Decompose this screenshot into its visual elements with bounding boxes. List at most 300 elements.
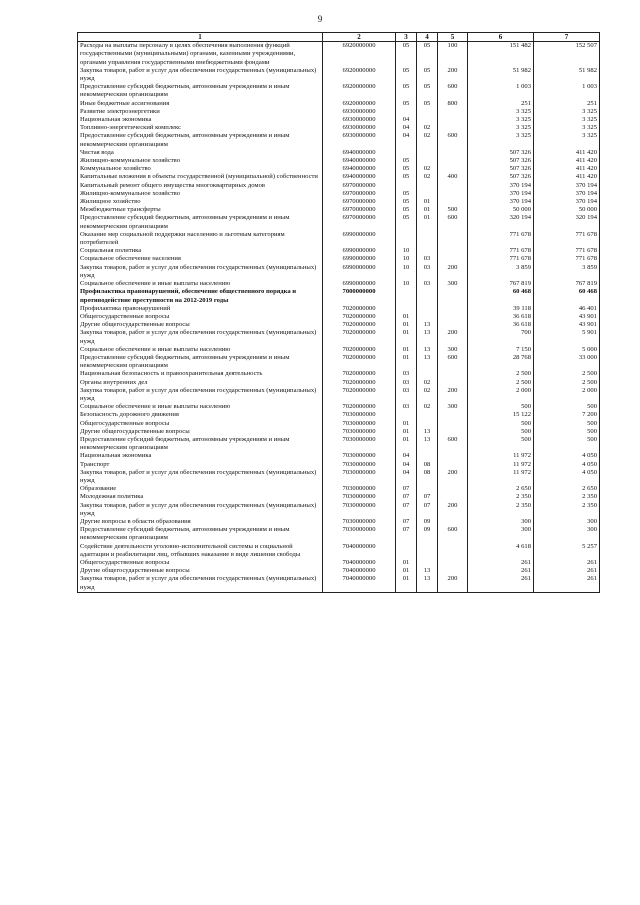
row-amount-2: 1 003: [534, 83, 600, 99]
row-code: 7020000000: [323, 354, 396, 370]
row-section: 01: [396, 354, 417, 370]
row-expense-type: [438, 182, 468, 190]
row-code: 6970000000: [323, 198, 396, 206]
row-section: 01: [396, 567, 417, 575]
row-section: 07: [396, 502, 417, 518]
row-code: 6990000000: [323, 264, 396, 280]
row-name: Межбюджетные трансферты: [78, 206, 323, 214]
row-code: 7030000000: [323, 485, 396, 493]
row-expense-type: 600: [438, 436, 468, 452]
row-code: 6940000000: [323, 157, 396, 165]
row-section: 05: [396, 67, 417, 83]
row-amount-2: 33 000: [534, 354, 600, 370]
row-amount-1: 7 150: [468, 346, 534, 354]
row-expense-type: [438, 149, 468, 157]
row-name: Капитальные вложения в объекты государственной (муниципальной) собственности: [78, 173, 323, 181]
row-subsection: 05: [417, 83, 438, 99]
row-section: 04: [396, 461, 417, 469]
row-expense-type: 100: [438, 42, 468, 67]
row-subsection: 02: [417, 165, 438, 173]
row-name: Капитальный ремонт общего имущества многоквартирных домов: [78, 182, 323, 190]
row-subsection: 13: [417, 575, 438, 592]
row-code: 6930000000: [323, 132, 396, 148]
row-name: Транспорт: [78, 461, 323, 469]
row-section: 05: [396, 190, 417, 198]
row-name: Национальная экономика: [78, 116, 323, 124]
row-expense-type: [438, 165, 468, 173]
row-section: 05: [396, 100, 417, 108]
row-amount-2: 51 982: [534, 67, 600, 83]
row-section: 01: [396, 420, 417, 428]
row-subsection: 13: [417, 346, 438, 354]
table-body: [78, 42, 600, 593]
row-name: Закупка товаров, работ и услуг для обеспечения государственных (муниципальных) нужд: [78, 264, 323, 280]
row-name: Общегосударственные вопросы: [78, 420, 323, 428]
row-amount-1: 507 326: [468, 165, 534, 173]
row-amount-1: 500: [468, 420, 534, 428]
row-subsection: 13: [417, 436, 438, 452]
table-row: [78, 379, 600, 387]
row-code: 6970000000: [323, 206, 396, 214]
row-code: 6970000000: [323, 214, 396, 230]
row-section: 01: [396, 346, 417, 354]
row-amount-2: 771 678: [534, 231, 600, 247]
row-amount-1: 771 678: [468, 247, 534, 255]
row-subsection: 02: [417, 124, 438, 132]
row-section: [396, 411, 417, 419]
row-section: 03: [396, 379, 417, 387]
table-row: [78, 67, 600, 83]
page-number: 9: [317, 14, 323, 24]
row-expense-type: [438, 543, 468, 559]
row-code: 6920000000: [323, 100, 396, 108]
row-code: 6940000000: [323, 165, 396, 173]
table-row: [78, 280, 600, 288]
table-row: [78, 100, 600, 108]
row-amount-1: 261: [468, 567, 534, 575]
row-amount-1: 2 500: [468, 379, 534, 387]
row-code: 7040000000: [323, 575, 396, 592]
row-section: 05: [396, 198, 417, 206]
row-amount-2: 2 000: [534, 387, 600, 403]
row-code: 7020000000: [323, 313, 396, 321]
row-code: 6930000000: [323, 116, 396, 124]
row-amount-1: 771 678: [468, 231, 534, 247]
row-amount-2: 5 000: [534, 346, 600, 354]
row-code: 6920000000: [323, 83, 396, 99]
row-subsection: 13: [417, 354, 438, 370]
row-amount-2: 411 420: [534, 165, 600, 173]
row-expense-type: [438, 559, 468, 567]
table-row: [78, 387, 600, 403]
table-row: [78, 575, 600, 592]
table-row: [78, 132, 600, 148]
table-row: [78, 182, 600, 190]
header-col-expense-type: 5: [438, 33, 468, 42]
row-name: Предоставление субсидий бюджетным, автономным учреждениям и иным некоммерческим организациям: [78, 132, 323, 148]
row-expense-type: 200: [438, 502, 468, 518]
row-amount-1: 4 618: [468, 543, 534, 559]
row-expense-type: [438, 420, 468, 428]
row-amount-1: 2 350: [468, 502, 534, 518]
header-col-code: 2: [323, 33, 396, 42]
row-code: 7030000000: [323, 502, 396, 518]
row-expense-type: [438, 108, 468, 116]
row-amount-1: 767 819: [468, 280, 534, 288]
row-code: 6970000000: [323, 182, 396, 190]
row-amount-2: 261: [534, 575, 600, 592]
row-amount-1: 2 350: [468, 493, 534, 501]
row-subsection: 08: [417, 461, 438, 469]
row-expense-type: [438, 321, 468, 329]
row-section: 01: [396, 436, 417, 452]
row-code: 7020000000: [323, 403, 396, 411]
row-amount-1: 370 194: [468, 198, 534, 206]
row-expense-type: [438, 124, 468, 132]
table-row: [78, 231, 600, 247]
row-amount-1: 2 650: [468, 485, 534, 493]
row-name: Закупка товаров, работ и услуг для обеспечения государственных (муниципальных) нужд: [78, 387, 323, 403]
row-section: [396, 108, 417, 116]
row-section: 03: [396, 403, 417, 411]
row-expense-type: 600: [438, 354, 468, 370]
row-amount-2: 500: [534, 428, 600, 436]
row-expense-type: [438, 370, 468, 378]
header-col-name: 1: [78, 33, 323, 42]
header-col-amount-2: 7: [534, 33, 600, 42]
row-amount-2: 43 901: [534, 313, 600, 321]
row-expense-type: 800: [438, 100, 468, 108]
row-subsection: 09: [417, 526, 438, 542]
row-subsection: 05: [417, 100, 438, 108]
row-section: 05: [396, 42, 417, 67]
row-name: Закупка товаров, работ и услуг для обеспечения государственных (муниципальных) нужд: [78, 502, 323, 518]
row-section: 01: [396, 321, 417, 329]
row-amount-2: 46 401: [534, 305, 600, 313]
row-subsection: [417, 288, 438, 304]
row-expense-type: [438, 493, 468, 501]
row-subsection: [417, 411, 438, 419]
table-row: [78, 255, 600, 263]
row-section: 05: [396, 83, 417, 99]
row-amount-2: 2 500: [534, 370, 600, 378]
row-amount-1: 507 326: [468, 149, 534, 157]
row-name: Образование: [78, 485, 323, 493]
row-expense-type: [438, 518, 468, 526]
row-amount-2: 5 257: [534, 543, 600, 559]
table-row: [78, 493, 600, 501]
table-row: [78, 206, 600, 214]
row-expense-type: [438, 313, 468, 321]
row-name: Оказание мер социальной поддержки населению и льготным категориям потребителей: [78, 231, 323, 247]
row-expense-type: [438, 485, 468, 493]
row-section: [396, 288, 417, 304]
row-expense-type: 600: [438, 526, 468, 542]
row-subsection: [417, 149, 438, 157]
row-name: Другие вопросы в области образования: [78, 518, 323, 526]
table-row: [78, 305, 600, 313]
row-amount-1: 11 972: [468, 452, 534, 460]
row-subsection: 01: [417, 214, 438, 230]
table-row: [78, 247, 600, 255]
row-subsection: 01: [417, 206, 438, 214]
row-section: 10: [396, 255, 417, 263]
row-section: 03: [396, 370, 417, 378]
table-row: [78, 264, 600, 280]
row-amount-1: 39 118: [468, 305, 534, 313]
table-row: [78, 288, 600, 304]
row-amount-1: 11 972: [468, 469, 534, 485]
row-amount-1: 500: [468, 436, 534, 452]
row-expense-type: [438, 198, 468, 206]
row-expense-type: [438, 428, 468, 436]
row-expense-type: 200: [438, 469, 468, 485]
row-code: 6970000000: [323, 190, 396, 198]
row-amount-1: 251: [468, 100, 534, 108]
row-amount-1: 507 326: [468, 173, 534, 181]
row-amount-1: 36 618: [468, 313, 534, 321]
table-row: [78, 149, 600, 157]
row-amount-1: 370 194: [468, 190, 534, 198]
row-section: 03: [396, 387, 417, 403]
row-section: 04: [396, 469, 417, 485]
row-amount-1: 771 678: [468, 255, 534, 263]
row-name: Жилищное хозяйство: [78, 198, 323, 206]
row-amount-1: 300: [468, 518, 534, 526]
row-amount-1: 51 982: [468, 67, 534, 83]
row-code: 7020000000: [323, 387, 396, 403]
row-code: 6920000000: [323, 42, 396, 67]
row-code: 7020000000: [323, 329, 396, 345]
row-name: Коммунальное хозяйство: [78, 165, 323, 173]
row-subsection: 09: [417, 518, 438, 526]
row-section: 07: [396, 518, 417, 526]
row-name: Чистая вода: [78, 149, 323, 157]
row-code: 6930000000: [323, 108, 396, 116]
row-subsection: [417, 420, 438, 428]
row-code: 7020000000: [323, 379, 396, 387]
row-amount-2: 3 859: [534, 264, 600, 280]
row-expense-type: [438, 379, 468, 387]
row-amount-2: 500: [534, 420, 600, 428]
row-subsection: [417, 182, 438, 190]
row-name: Предоставление субсидий бюджетным, автономным учреждениям и иным некоммерческим организациям: [78, 83, 323, 99]
table-row: [78, 173, 600, 181]
table-row: [78, 411, 600, 419]
row-section: [396, 231, 417, 247]
row-amount-2: 2 350: [534, 493, 600, 501]
row-name: Безопасность дорожного движения: [78, 411, 323, 419]
row-name: Жилищно-коммунальное хозяйство: [78, 157, 323, 165]
row-code: 7020000000: [323, 305, 396, 313]
row-section: 04: [396, 452, 417, 460]
row-code: 7020000000: [323, 346, 396, 354]
row-amount-1: 2 000: [468, 387, 534, 403]
row-code: 7040000000: [323, 559, 396, 567]
row-expense-type: [438, 157, 468, 165]
row-section: 04: [396, 116, 417, 124]
row-amount-2: 3 325: [534, 108, 600, 116]
row-name: Органы внутренних дел: [78, 379, 323, 387]
table-row: [78, 157, 600, 165]
table-row: [78, 313, 600, 321]
row-section: 01: [396, 559, 417, 567]
row-section: 01: [396, 428, 417, 436]
row-code: 7040000000: [323, 567, 396, 575]
row-amount-1: 370 194: [468, 182, 534, 190]
row-amount-2: 2 650: [534, 485, 600, 493]
row-section: 07: [396, 493, 417, 501]
row-amount-1: 60 468: [468, 288, 534, 304]
row-subsection: [417, 247, 438, 255]
table-row: [78, 108, 600, 116]
row-amount-2: 261: [534, 567, 600, 575]
header-row: [78, 33, 600, 42]
row-amount-1: 3 325: [468, 132, 534, 148]
row-subsection: 02: [417, 173, 438, 181]
row-code: 7030000000: [323, 452, 396, 460]
row-amount-2: 50 000: [534, 206, 600, 214]
budget-table: [77, 32, 600, 593]
row-code: 7030000000: [323, 420, 396, 428]
row-amount-2: 2 350: [534, 502, 600, 518]
header-col-amount-1: 6: [468, 33, 534, 42]
row-expense-type: 200: [438, 575, 468, 592]
row-expense-type: [438, 190, 468, 198]
row-code: 7020000000: [323, 370, 396, 378]
row-amount-2: 370 194: [534, 190, 600, 198]
row-amount-1: 500: [468, 428, 534, 436]
table-row: [78, 42, 600, 67]
row-name: Предоставление субсидий бюджетным, автономным учреждениям и иным некоммерческим организациям: [78, 526, 323, 542]
row-section: 10: [396, 280, 417, 288]
row-subsection: [417, 543, 438, 559]
row-name: Предоставление субсидий бюджетным, автономным учреждениям и иным некоммерческим организациям: [78, 354, 323, 370]
row-subsection: 13: [417, 567, 438, 575]
row-amount-2: 320 194: [534, 214, 600, 230]
row-expense-type: 200: [438, 329, 468, 345]
row-name: Закупка товаров, работ и услуг для обеспечения государственных (муниципальных) нужд: [78, 329, 323, 345]
row-amount-1: 3 325: [468, 124, 534, 132]
row-subsection: [417, 108, 438, 116]
row-amount-2: 411 420: [534, 149, 600, 157]
row-subsection: 02: [417, 387, 438, 403]
row-name: Национальная экономика: [78, 452, 323, 460]
row-amount-2: 4 050: [534, 461, 600, 469]
table-row: [78, 346, 600, 354]
row-amount-2: 370 194: [534, 198, 600, 206]
row-code: 6940000000: [323, 173, 396, 181]
row-subsection: 07: [417, 493, 438, 501]
row-expense-type: 500: [438, 206, 468, 214]
row-amount-1: 36 618: [468, 321, 534, 329]
row-amount-1: 261: [468, 559, 534, 567]
table-row: [78, 469, 600, 485]
row-section: 04: [396, 132, 417, 148]
row-subsection: 13: [417, 428, 438, 436]
row-code: 6990000000: [323, 247, 396, 255]
row-section: 05: [396, 157, 417, 165]
row-amount-2: 500: [534, 436, 600, 452]
row-name: Общегосударственные вопросы: [78, 313, 323, 321]
table-row: [78, 370, 600, 378]
row-amount-2: 3 325: [534, 124, 600, 132]
row-expense-type: [438, 305, 468, 313]
row-expense-type: 200: [438, 264, 468, 280]
row-section: 04: [396, 124, 417, 132]
row-amount-2: 43 901: [534, 321, 600, 329]
row-name: Закупка товаров, работ и услуг для обеспечения государственных (муниципальных) нужд: [78, 469, 323, 485]
row-section: 07: [396, 526, 417, 542]
row-expense-type: [438, 461, 468, 469]
row-name: Социальное обеспечение и иные выплаты населению: [78, 280, 323, 288]
row-subsection: [417, 231, 438, 247]
table-row: [78, 321, 600, 329]
row-name: Предоставление субсидий бюджетным, автономным учреждениям и иным некоммерческим организациям: [78, 214, 323, 230]
row-name: Закупка товаров, работ и услуг для обеспечения государственных (муниципальных) нужд: [78, 575, 323, 592]
row-name: Профилактика правонарушений: [78, 305, 323, 313]
row-code: 7030000000: [323, 493, 396, 501]
row-code: 6990000000: [323, 231, 396, 247]
row-name: Содействие деятельности уголовно-исполнительной системы и социальной адаптации и реабилитации лиц, отбывших наказание в виде лишения свободы: [78, 543, 323, 559]
row-name: Другие общегосударственные вопросы: [78, 428, 323, 436]
row-subsection: [417, 485, 438, 493]
row-amount-2: 411 420: [534, 157, 600, 165]
row-expense-type: 300: [438, 346, 468, 354]
row-subsection: 07: [417, 502, 438, 518]
table-row: [78, 526, 600, 542]
table-row: [78, 83, 600, 99]
row-code: 7030000000: [323, 469, 396, 485]
row-code: 6990000000: [323, 280, 396, 288]
row-name: Другие общегосударственные вопросы: [78, 321, 323, 329]
row-section: [396, 149, 417, 157]
row-subsection: 05: [417, 67, 438, 83]
table-row: [78, 461, 600, 469]
row-amount-2: 500: [534, 403, 600, 411]
table-row: [78, 436, 600, 452]
row-code: 7030000000: [323, 436, 396, 452]
row-subsection: 02: [417, 403, 438, 411]
row-amount-2: 411 420: [534, 173, 600, 181]
row-code: 7030000000: [323, 518, 396, 526]
row-name: Молодежная политика: [78, 493, 323, 501]
row-expense-type: [438, 411, 468, 419]
row-amount-1: 300: [468, 526, 534, 542]
row-amount-1: 261: [468, 575, 534, 592]
row-name: Расходы на выплаты персоналу в целях обеспечения выполнения функций государственными (муниципальными) органами, казенными учреждениями, органами управления государственными внебюджетными фондами: [78, 42, 323, 67]
row-code: 6920000000: [323, 67, 396, 83]
row-subsection: 13: [417, 321, 438, 329]
row-expense-type: [438, 255, 468, 263]
row-code: 7030000000: [323, 411, 396, 419]
row-section: [396, 543, 417, 559]
row-expense-type: 200: [438, 387, 468, 403]
row-amount-2: 3 325: [534, 132, 600, 148]
row-subsection: 03: [417, 280, 438, 288]
row-section: 10: [396, 247, 417, 255]
row-expense-type: 200: [438, 67, 468, 83]
row-section: 05: [396, 214, 417, 230]
row-section: 01: [396, 313, 417, 321]
row-name: Иные бюджетные ассигнования: [78, 100, 323, 108]
row-amount-2: 4 050: [534, 452, 600, 460]
row-expense-type: 400: [438, 173, 468, 181]
row-amount-1: 2 500: [468, 370, 534, 378]
table-row: [78, 559, 600, 567]
row-section: 05: [396, 165, 417, 173]
table-row: [78, 518, 600, 526]
